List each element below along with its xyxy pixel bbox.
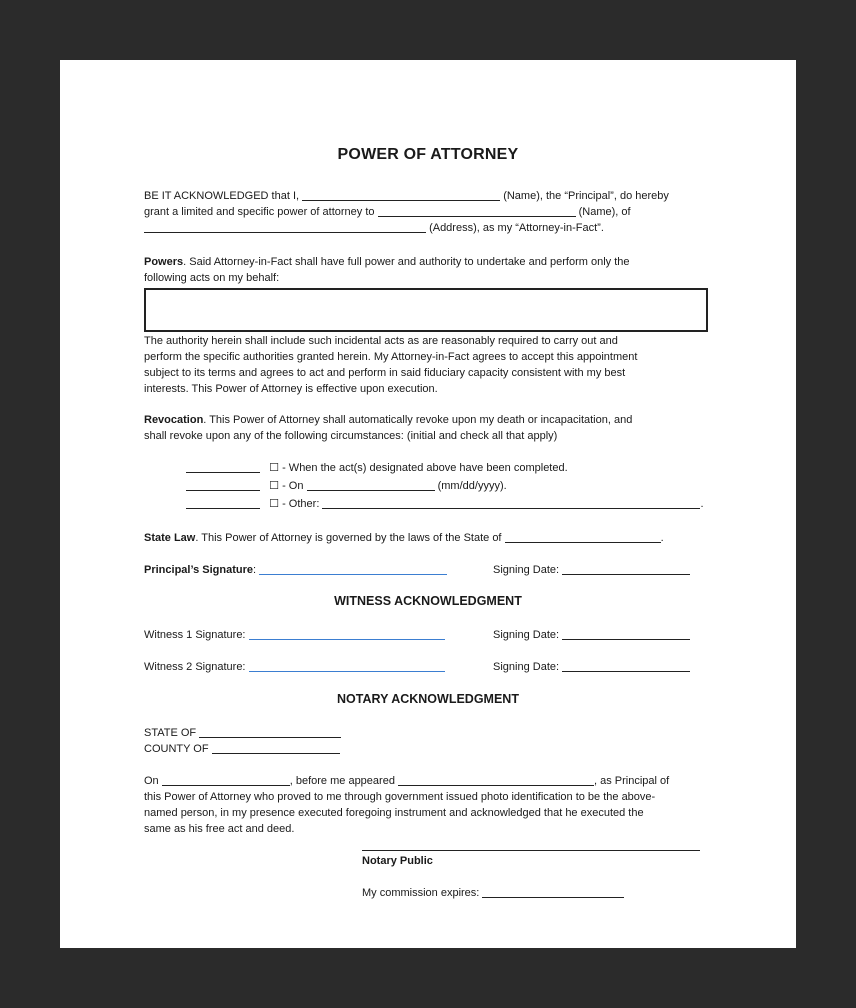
witness-heading: WITNESS ACKNOWLEDGMENT — [334, 594, 522, 608]
notary-heading: NOTARY ACKNOWLEDGMENT — [337, 692, 519, 706]
witness-1-signing-date — [493, 627, 690, 643]
option-label[interactable]: ☐ - Other: — [269, 498, 320, 510]
authority-text: subject to its terms and agrees to act and perform in said fiduciary capacity consistent with my best — [144, 367, 626, 379]
revocation-option-date — [186, 478, 507, 494]
notary-text: , as Principal of — [594, 775, 670, 787]
notary-state-line — [144, 725, 341, 741]
revocation-option-other: ☐ - Other: . — [186, 496, 704, 512]
commission-expires-field[interactable] — [482, 885, 624, 898]
state-of-label: STATE OF — [144, 727, 197, 739]
witness-1-label: Witness 1 Signature: — [144, 629, 246, 641]
option-label[interactable]: ☐ - On — [269, 480, 304, 492]
notary-text: , before me appeared — [289, 775, 395, 787]
notary-text: this Power of Attorney who proved to me through government issued photo identification to be the above- — [144, 791, 656, 803]
initials-field[interactable] — [186, 460, 260, 473]
intro-text: (Address), as my “Attorney-in-Fact”. — [429, 222, 604, 234]
revocation-text: shall revoke upon any of the following circumstances: (initial and check all that apply) — [144, 430, 558, 442]
date-format-hint: (mm/dd/yyyy). — [437, 480, 507, 492]
witness-1-signature-line — [144, 627, 445, 643]
state-field[interactable] — [505, 530, 661, 543]
signing-date-field[interactable] — [562, 627, 690, 640]
attorney-address-field[interactable] — [144, 220, 426, 233]
witness-2-signature-line — [144, 659, 445, 675]
state-law-label: State Law — [144, 532, 196, 544]
revocation-option-completed — [186, 460, 568, 476]
revocation-date-field[interactable] — [307, 478, 435, 491]
notary-text: same as his free act and deed. — [144, 823, 295, 835]
notary-principal-field[interactable] — [398, 773, 594, 786]
intro-text: grant a limited and specific power of attorney to — [144, 206, 375, 218]
initials-field[interactable] — [186, 478, 260, 491]
state-law-line: State Law. This Power of Attorney is governed by the laws of the State of . — [144, 532, 664, 544]
authority-paragraph — [144, 333, 712, 397]
revocation-text: . This Power of Attorney shall automatically revoke upon my death or incapacitation, and — [203, 414, 633, 426]
powers-acts-field[interactable] — [144, 288, 708, 332]
powers-text: following acts on my behalf: — [144, 272, 280, 284]
revocation-other-field[interactable] — [322, 496, 700, 509]
principal-signature-line: Principal’s Signature: — [144, 562, 447, 578]
signing-date-field[interactable] — [562, 659, 690, 672]
county-of-label: COUNTY OF — [144, 743, 209, 755]
notary-paragraph — [144, 773, 724, 837]
powers-paragraph — [144, 254, 712, 286]
witness-1-signature-field[interactable] — [249, 627, 445, 640]
signing-date-label: Signing Date: — [493, 629, 560, 641]
principal-signature-label: Principal’s Signature — [144, 564, 254, 576]
intro-paragraph — [144, 188, 712, 236]
notary-county-line — [144, 741, 340, 757]
powers-label: Powers — [144, 256, 184, 268]
revocation-label: Revocation — [144, 414, 204, 426]
powers-text: . Said Attorney-in-Fact shall have full power and authority to undertake and perform only the — [183, 256, 630, 268]
witness-2-signing-date — [493, 659, 690, 675]
witness-2-signature-field[interactable] — [249, 659, 445, 672]
intro-text: (Name), of — [578, 206, 631, 218]
commission-expires-line — [362, 885, 624, 901]
authority-text: interests. This Power of Attorney is effective upon execution. — [144, 383, 438, 395]
intro-text: BE IT ACKNOWLEDGED that I, — [144, 190, 300, 202]
revocation-paragraph — [144, 412, 712, 444]
signing-date-field[interactable] — [562, 562, 690, 575]
notary-date-field[interactable] — [162, 773, 290, 786]
authority-text: The authority herein shall include such incidental acts as are reasonably required to carry out and — [144, 335, 618, 347]
commission-expires-label: My commission expires: — [362, 887, 480, 899]
notary-county-field[interactable] — [212, 741, 340, 754]
option-label[interactable]: ☐ - When the act(s) designated above have been completed. — [269, 462, 568, 474]
notary-public-label: Notary Public — [362, 855, 433, 867]
initials-field[interactable] — [186, 496, 260, 509]
notary-text: named person, in my presence executed foregoing instrument and acknowledged that he executed the — [144, 807, 644, 819]
notary-text: On — [144, 775, 159, 787]
notary-signature-field[interactable] — [362, 850, 700, 851]
notary-state-field[interactable] — [199, 725, 341, 738]
document-page — [60, 60, 796, 948]
witness-2-label: Witness 2 Signature: — [144, 661, 246, 673]
principal-signature-field[interactable] — [259, 562, 447, 575]
principal-name-field[interactable] — [302, 188, 500, 201]
intro-text: (Name), the “Principal”, do hereby — [503, 190, 669, 202]
document-title: POWER OF ATTORNEY — [337, 146, 519, 163]
attorney-name-field[interactable] — [378, 204, 576, 217]
state-law-text: . This Power of Attorney is governed by the laws of the State of — [195, 532, 502, 544]
signing-date-label: Signing Date: — [493, 661, 560, 673]
authority-text: perform the specific authorities granted herein. My Attorney-in-Fact agrees to accept this appointment — [144, 351, 638, 363]
principal-signing-date — [493, 562, 690, 578]
signing-date-label: Signing Date: — [493, 564, 560, 576]
